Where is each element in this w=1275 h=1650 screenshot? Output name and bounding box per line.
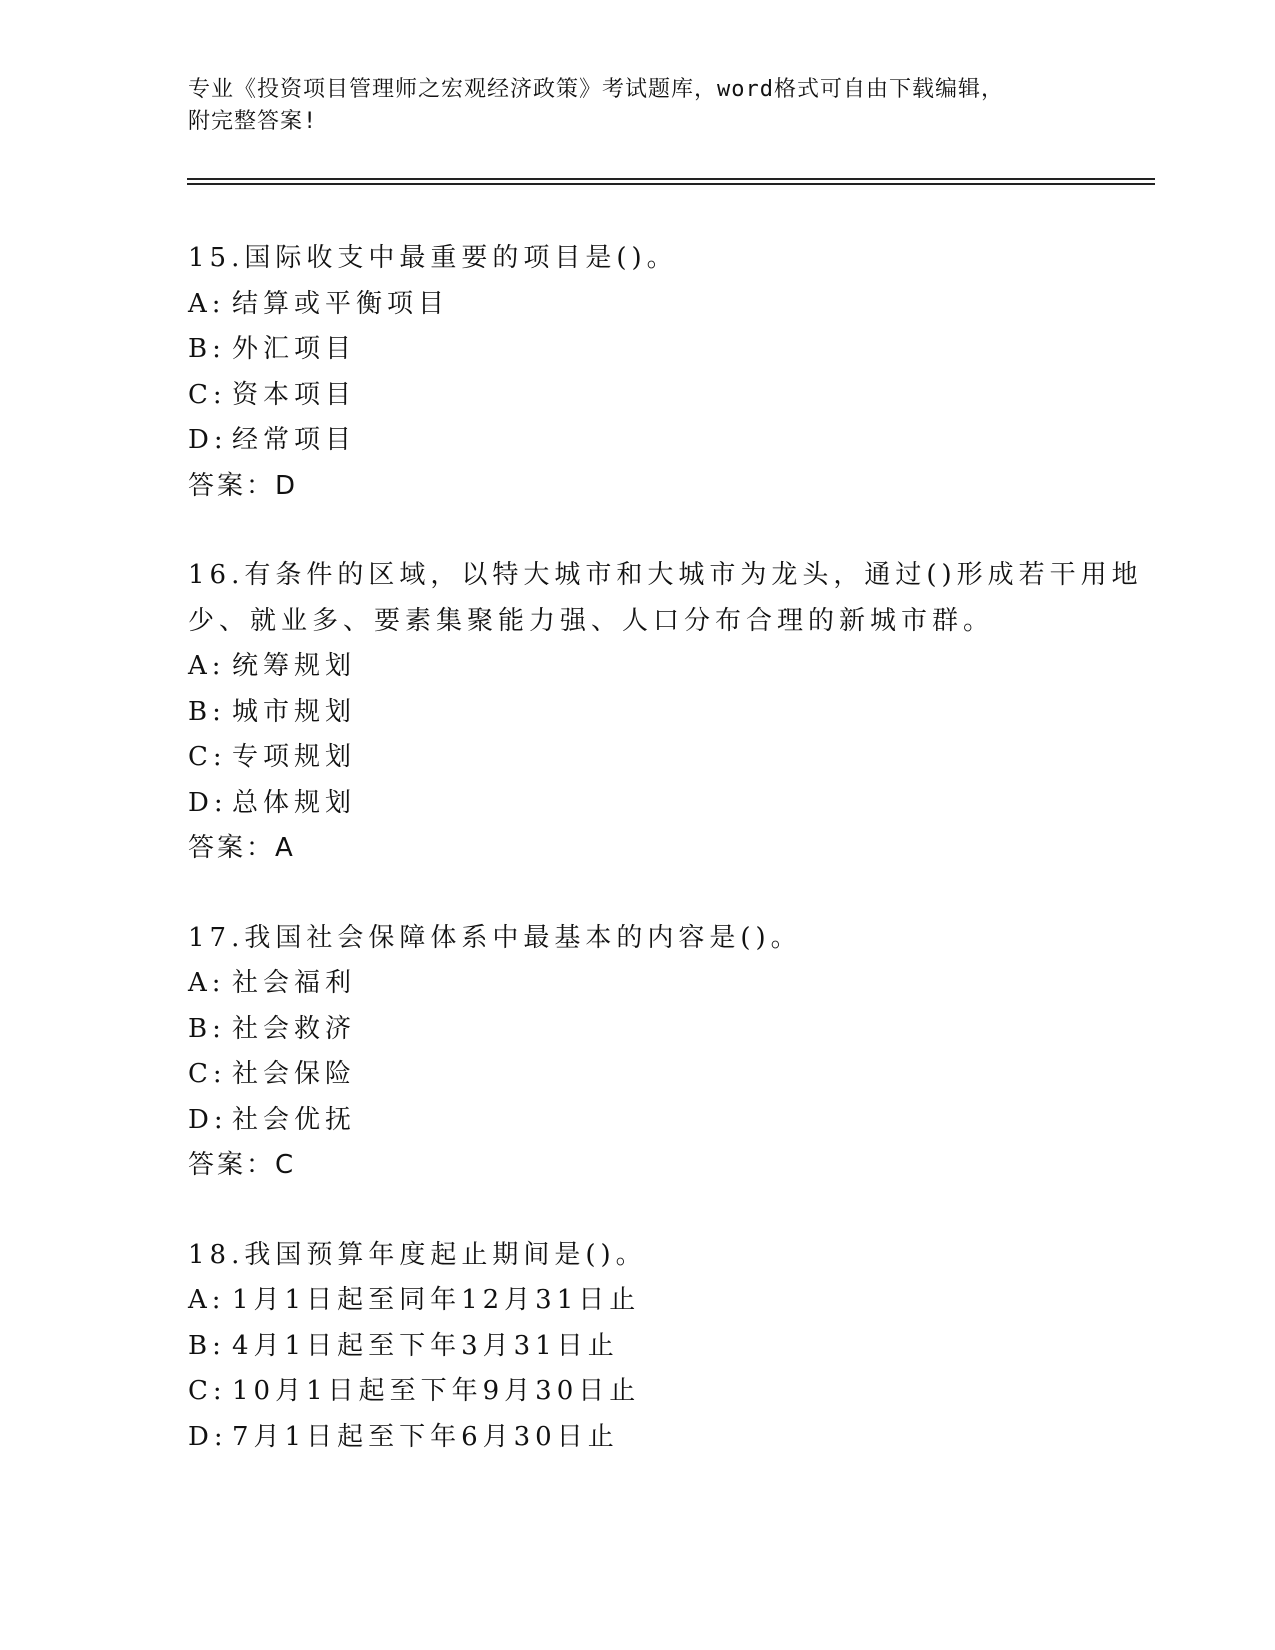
option-a	[188, 961, 1088, 1007]
option-text: 经常项目	[232, 425, 357, 455]
option-text: 外汇项目	[232, 334, 357, 364]
question-stem: 15.国际收支中最重要的项目是()。	[188, 243, 678, 273]
question-spacer	[188, 509, 1088, 553]
option-letter: D:	[188, 787, 228, 818]
header-divider-bottom	[187, 183, 1155, 185]
question-15	[188, 236, 1088, 509]
option-a	[188, 282, 1088, 328]
option-letter: A:	[188, 968, 226, 998]
option-text: 1月1日起至同年12月31日止	[232, 1285, 641, 1315]
option-letter: C:	[188, 1376, 227, 1406]
option-letter: B:	[188, 696, 226, 727]
question-17	[188, 916, 1088, 1189]
option-letter: B:	[188, 1013, 226, 1044]
header-divider-top	[187, 178, 1155, 180]
option-b	[188, 327, 1088, 373]
question-stem: 18.我国预算年度起止期间是()。	[188, 1239, 647, 1270]
option-letter: A:	[188, 651, 226, 681]
option-text: 资本项目	[232, 379, 357, 410]
option-text: 总体规划	[232, 787, 357, 818]
question-stem-continued: 少、就业多、要素集聚能力强、人口分布合理的新城市群。	[188, 605, 995, 636]
option-d	[188, 418, 1088, 464]
question-16	[188, 553, 1143, 872]
option-d	[188, 1098, 1088, 1144]
answer-label: 答案：C	[188, 1150, 297, 1180]
option-a	[188, 1278, 1088, 1324]
option-b	[188, 1324, 1088, 1370]
option-text: 10月1日起至下年9月30日止	[232, 1376, 641, 1406]
option-c	[188, 1369, 1088, 1415]
answer-label: 答案：D	[188, 470, 299, 501]
question-18	[188, 1233, 1088, 1461]
option-letter: A:	[188, 288, 226, 319]
option-text: 社会救济	[232, 1013, 357, 1044]
option-text: 7月1日起至下年6月30日止	[232, 1421, 619, 1452]
option-text: 专项规划	[232, 742, 357, 772]
option-text: 社会优抚	[232, 1104, 357, 1135]
question-spacer	[188, 872, 1088, 916]
option-letter: D:	[188, 1421, 228, 1452]
question-list	[188, 236, 1143, 1460]
answer-label: 答案：A	[188, 833, 296, 863]
option-d	[188, 781, 1088, 827]
option-c	[188, 735, 1088, 781]
option-letter: A:	[188, 1285, 226, 1315]
question-spacer	[188, 1189, 1088, 1233]
option-b	[188, 1007, 1088, 1053]
option-text: 社会保险	[232, 1059, 357, 1089]
option-c	[188, 1052, 1088, 1098]
option-letter: C:	[188, 1059, 227, 1089]
option-letter: D:	[188, 1104, 228, 1135]
option-letter: D:	[188, 425, 228, 455]
option-text: 结算或平衡项目	[232, 288, 450, 319]
option-text: 4月1日起至下年3月31日止	[232, 1330, 619, 1361]
option-letter: C:	[188, 379, 227, 410]
option-letter: C:	[188, 742, 227, 772]
option-a	[188, 644, 1088, 690]
option-c	[188, 373, 1088, 419]
header-line-1: 专业《投资项目管理师之宏观经济政策》考试题库，word格式可自由下载编辑，	[188, 77, 1004, 102]
option-letter: B:	[188, 334, 226, 364]
option-text: 社会福利	[232, 968, 357, 998]
question-stem: 16.有条件的区域，以特大城市和大城市为龙头，通过()形成若干用地	[188, 560, 1143, 590]
option-text: 城市规划	[232, 696, 357, 727]
option-text: 统筹规划	[232, 651, 357, 681]
document-header	[188, 74, 1068, 138]
option-b	[188, 690, 1088, 736]
option-d	[188, 1415, 1088, 1461]
question-stem: 17.我国社会保障体系中最基本的内容是()。	[188, 922, 802, 953]
option-letter: B:	[188, 1330, 226, 1361]
header-line-2: 附完整答案!	[188, 109, 318, 134]
